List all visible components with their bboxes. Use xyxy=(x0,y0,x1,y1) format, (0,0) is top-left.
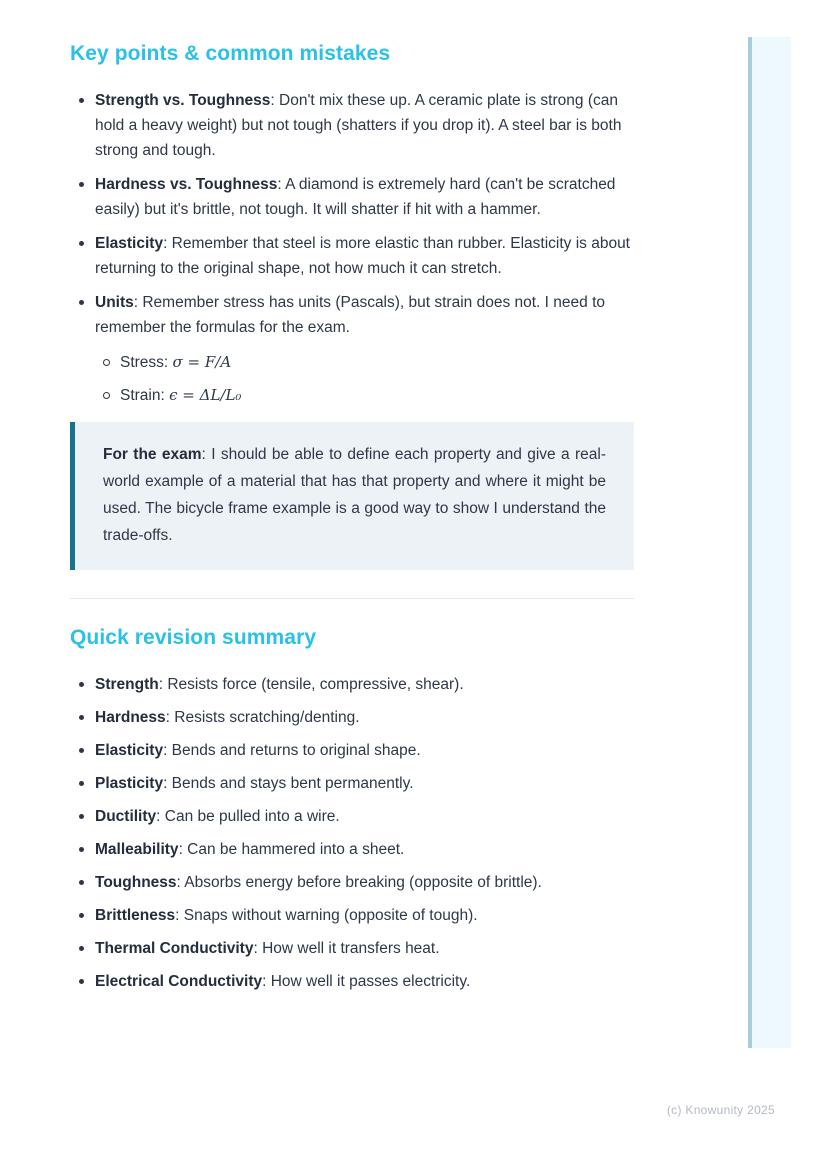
list-item xyxy=(70,88,634,163)
list-item-text: : Snaps without warning (opposite of tough). xyxy=(175,907,478,924)
formula-label: Stress: xyxy=(120,354,173,371)
exam-callout xyxy=(70,422,634,570)
list-item-text: : Remember stress has units (Pascals), but strain does not. I need to remember the formulas for the exam. xyxy=(95,294,605,336)
formula-item xyxy=(95,350,634,375)
key-points-list xyxy=(70,88,634,408)
copyright-notice: (c) Knowunity 2025 xyxy=(666,1103,775,1117)
list-item xyxy=(70,936,634,961)
list-item xyxy=(70,870,634,895)
section-title-key-points: Key points & common mistakes xyxy=(70,42,391,65)
summary-list xyxy=(70,672,634,994)
list-item-term: Plasticity xyxy=(95,775,164,792)
list-item-term: Brittleness xyxy=(95,907,176,924)
list-item-text: : Resists force (tensile, compressive, shear). xyxy=(158,676,464,693)
section-title-summary: Quick revision summary xyxy=(70,626,317,649)
list-item xyxy=(70,804,634,829)
side-highlight-bar xyxy=(748,37,791,1048)
callout-term: For the exam xyxy=(103,446,202,463)
formula-label: Strain: xyxy=(120,387,170,404)
formula-item xyxy=(95,383,634,408)
list-item-text: : Bends and returns to original shape. xyxy=(163,742,421,759)
list-item xyxy=(70,837,634,862)
list-item-term: Elasticity xyxy=(95,235,164,252)
list-item-term: Thermal Conductivity xyxy=(95,940,254,957)
list-item-text: : A diamond is extremely hard (can't be scratched easily) but it's brittle, not tough. It will shatter if hit with a hammer. xyxy=(95,176,616,218)
list-item-text: : Resists scratching/denting. xyxy=(165,709,360,726)
list-item xyxy=(70,172,634,222)
list-item-term: Electrical Conductivity xyxy=(95,973,263,990)
list-item xyxy=(70,231,634,281)
list-item-term: Strength xyxy=(95,676,159,693)
list-item-text: : Bends and stays bent permanently. xyxy=(163,775,414,792)
list-item-term: Strength vs. Toughness xyxy=(95,92,271,109)
list-item xyxy=(70,903,634,928)
list-item xyxy=(70,969,634,994)
list-item-text: : Don't mix these up. A ceramic plate is strong (can hold a heavy weight) but not tough (shatters if you drop it). A steel bar is both strong and tough. xyxy=(95,92,622,159)
formula-strain: ϵ = ΔL/L₀ xyxy=(169,386,242,404)
list-item-term: Units xyxy=(95,294,134,311)
formula-sub-list xyxy=(95,350,634,408)
formula-stress: σ = F/A xyxy=(172,353,232,371)
callout-text: : I should be able to define each property and give a real-world example of a material that has that property and where it might be used. The bicycle frame example is a good way to show I understand the trade-offs. xyxy=(103,446,606,544)
list-item xyxy=(70,290,634,408)
list-item-text: : Remember that steel is more elastic than rubber. Elasticity is about returning to the original shape, not how much it can stretch. xyxy=(95,235,630,277)
list-item-term: Elasticity xyxy=(95,742,164,759)
list-item-term: Hardness xyxy=(95,709,166,726)
list-item xyxy=(70,705,634,730)
list-item-text: : Absorbs energy before breaking (opposite of brittle). xyxy=(176,874,542,891)
list-item-term: Ductility xyxy=(95,808,157,825)
list-item-term: Toughness xyxy=(95,874,177,891)
list-item xyxy=(70,672,634,697)
list-item xyxy=(70,771,634,796)
list-item-term: Malleability xyxy=(95,841,179,858)
list-item-text: : Can be pulled into a wire. xyxy=(156,808,340,825)
section-divider xyxy=(70,598,634,599)
list-item-text: : How well it passes electricity. xyxy=(262,973,471,990)
list-item-text: : How well it transfers heat. xyxy=(253,940,440,957)
list-item xyxy=(70,738,634,763)
document-content xyxy=(70,0,634,1002)
list-item-text: : Can be hammered into a sheet. xyxy=(178,841,405,858)
list-item-term: Hardness vs. Toughness xyxy=(95,176,278,193)
